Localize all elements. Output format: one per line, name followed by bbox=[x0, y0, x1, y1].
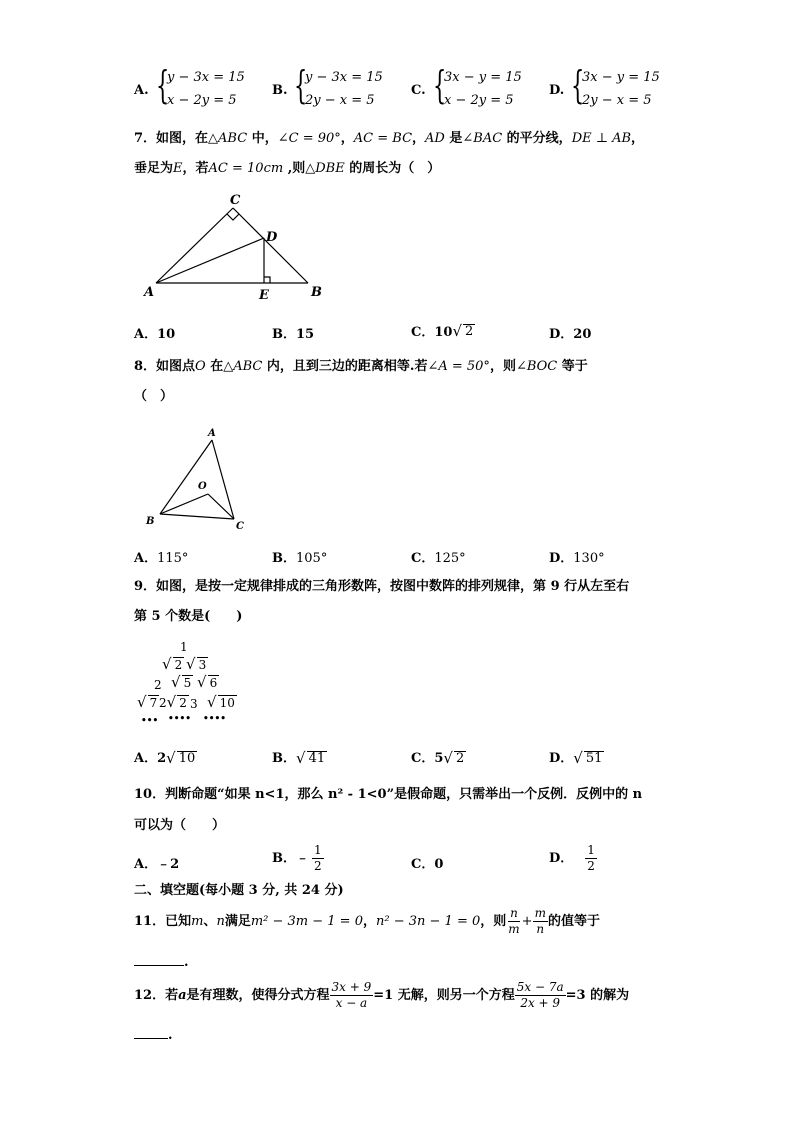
q12-stem bbox=[134, 980, 629, 1011]
q7-option-a-value: 10 bbox=[157, 327, 176, 342]
q7-stem-line2 bbox=[134, 160, 440, 178]
q9-option-d: D． √ 51 bbox=[549, 749, 603, 767]
q11-fraction-n-over-m bbox=[506, 906, 521, 937]
q7-stem-line1 bbox=[134, 130, 644, 148]
q9-array-r3-c: √ 6 bbox=[197, 673, 218, 691]
q7-segment-ac bbox=[156, 208, 233, 283]
q12-frac1-numerator: 3x + 9 bbox=[331, 980, 372, 994]
q7-option-a-label: A． bbox=[134, 327, 158, 342]
q12-end-period: . bbox=[168, 1028, 173, 1043]
q9-option-c-radicand: 2 bbox=[455, 751, 465, 766]
q9-array-r2-a: √ 2 bbox=[162, 655, 183, 673]
q10-option-d-numerator: 1 bbox=[587, 843, 595, 857]
q7-text-4: ， bbox=[412, 131, 426, 146]
q9-option-c-coef: 5 bbox=[434, 751, 444, 766]
q9-array-dots-1: ••• bbox=[141, 716, 159, 726]
q9-stem-line2: 第 5 个数是( ) bbox=[134, 609, 243, 624]
q11-end-period: . bbox=[184, 955, 189, 970]
q7-label-d: D bbox=[266, 230, 278, 245]
q6-option-b-eq2: 2y − x = 5 bbox=[305, 93, 375, 108]
q8-option-b bbox=[272, 547, 327, 566]
q7-right-angle-e bbox=[264, 277, 270, 283]
q7-math-ac-10cm: AC = 10cm bbox=[208, 161, 284, 176]
q9-array-r4-c: 3 bbox=[190, 697, 198, 711]
q7-text-1: 7．如图，在 bbox=[134, 131, 209, 146]
q8-option-c-value: 125° bbox=[434, 551, 466, 566]
q9-array-r3-b-radicand: 5 bbox=[183, 676, 192, 690]
q8-text-5: 等于 bbox=[557, 359, 588, 374]
q12-frac1-denominator: x − a bbox=[335, 996, 368, 1010]
q7-option-c-value: 10 bbox=[434, 325, 453, 340]
q7-option-b-label: B． bbox=[272, 327, 296, 342]
q11-text-2: 、 bbox=[203, 913, 217, 929]
q11-math-eq-m: m² − 3m − 1 = 0 bbox=[250, 913, 363, 929]
q7-option-d bbox=[549, 323, 591, 342]
q8-math-triangle: △ABC bbox=[223, 359, 263, 374]
q9-option-a-radicand: 10 bbox=[178, 751, 196, 766]
q10-option-b-numerator: 1 bbox=[314, 843, 322, 857]
q11-math-m: m bbox=[191, 913, 204, 929]
q10-option-a-label: A． bbox=[134, 857, 158, 872]
q7-text-9: ，若 bbox=[182, 161, 209, 176]
q7-figure-triangle bbox=[140, 190, 340, 305]
q9-array-r1: 1 bbox=[180, 640, 188, 654]
q7-option-b-value: 15 bbox=[296, 327, 315, 342]
q7-option-b bbox=[272, 323, 314, 342]
q7-right-angle-c bbox=[227, 214, 239, 220]
q12-text-3: =1 无解，则另一个方程 bbox=[373, 987, 515, 1003]
q6-option-a-label: A. bbox=[134, 83, 149, 98]
q11-text-5: ，则 bbox=[480, 913, 507, 929]
q10-stem-line2: 可以为（ ） bbox=[134, 818, 226, 833]
q10-option-c bbox=[411, 853, 443, 872]
q7-text-2: 中， bbox=[247, 131, 278, 146]
q11-text-6: 的值等于 bbox=[547, 913, 600, 929]
q7-segment-ad bbox=[156, 238, 264, 283]
section-heading-fill-in: 二、填空题(每小题 3 分, 共 24 分) bbox=[134, 883, 344, 898]
q7-option-a bbox=[134, 323, 175, 342]
q9-option-b-label: B． bbox=[272, 751, 296, 766]
q8-label-a: A bbox=[208, 428, 216, 439]
q8-stem-line1 bbox=[134, 358, 588, 376]
q7-option-d-value: 20 bbox=[573, 327, 592, 342]
q8-segment-bc bbox=[160, 514, 234, 519]
q10-option-c-label: C． bbox=[411, 857, 435, 872]
q9-option-d-label: D． bbox=[549, 751, 574, 766]
q8-figure-triangle bbox=[140, 420, 260, 535]
q9-array-r4-d-radicand: 10 bbox=[219, 696, 235, 710]
q6-option-d-brace: { bbox=[571, 63, 585, 107]
q11-frac1-denominator: m bbox=[508, 922, 520, 936]
q8-option-c bbox=[411, 547, 466, 566]
q10-option-d-fraction bbox=[585, 843, 597, 874]
q9-option-a-coef: 2 bbox=[157, 751, 167, 766]
q10-option-b bbox=[272, 843, 324, 874]
q8-option-a-label: A． bbox=[134, 551, 158, 566]
q7-text-3: ， bbox=[340, 131, 354, 146]
q12-text-2: 是有理数，使得分式方程 bbox=[186, 987, 330, 1003]
q8-option-a-value: 115° bbox=[157, 551, 189, 566]
q12-math-a: a bbox=[178, 987, 187, 1003]
q9-array-r3-c-radicand: 6 bbox=[209, 676, 218, 690]
q7-math-angle-bac: ∠BAC bbox=[462, 131, 503, 146]
q7-text-6: 的平分线， bbox=[502, 131, 572, 146]
q11-frac2-numerator: m bbox=[534, 906, 546, 920]
q10-option-b-fraction bbox=[312, 843, 324, 874]
q8-text-4: ，则 bbox=[489, 359, 516, 374]
q9-option-c-label: C． bbox=[411, 751, 435, 766]
q8-option-b-label: B． bbox=[272, 551, 296, 566]
q12-fraction-2 bbox=[515, 980, 566, 1011]
q12-answer-line bbox=[134, 1026, 173, 1045]
q7-label-a: A bbox=[144, 285, 155, 300]
q6-option-b-eq1: y − 3x = 15 bbox=[305, 70, 383, 85]
q6-option-c-eq1: 3x − y = 15 bbox=[444, 70, 522, 85]
q6-option-c-label: C. bbox=[411, 83, 426, 98]
q9-array-r2-b-radicand: 3 bbox=[198, 658, 207, 672]
q12-answer-blank[interactable] bbox=[134, 1026, 168, 1039]
q10-option-a bbox=[134, 853, 179, 872]
q7-option-c bbox=[411, 321, 475, 340]
q7-math-angle-c: ∠C = 90° bbox=[277, 131, 341, 146]
q11-plus: + bbox=[521, 913, 533, 929]
q9-option-a-label: A． bbox=[134, 751, 158, 766]
q11-math-eq-n: n² − 3n − 1 = 0 bbox=[376, 913, 481, 929]
q7-text-7: ， bbox=[631, 131, 645, 146]
q10-stem-line1: 10．判断命题“如果 n<1，那么 n² - 1<0”是假命题，只需举出一个反例．反例中的 n bbox=[134, 787, 643, 802]
q11-answer-line bbox=[134, 953, 189, 972]
q11-text-3: 满足 bbox=[224, 913, 251, 929]
q6-option-a-eq2: x − 2y = 5 bbox=[167, 93, 237, 108]
q10-option-d-label: D． bbox=[549, 851, 574, 866]
q7-option-c-label: C． bbox=[411, 325, 435, 340]
q7-math-ad: AD bbox=[425, 131, 445, 146]
q11-text-1: 11．已知 bbox=[134, 913, 192, 929]
q8-option-a bbox=[134, 547, 188, 566]
q6-option-a-brace: { bbox=[156, 63, 170, 107]
q10-option-b-sign: ﹣ bbox=[296, 851, 310, 866]
q7-text-5: 是 bbox=[444, 131, 463, 146]
q10-option-b-label: B． bbox=[272, 851, 296, 866]
q9-array-r4-a-radicand: 7 bbox=[149, 696, 158, 710]
q6-option-d-eq1: 3x − y = 15 bbox=[582, 70, 660, 85]
q10-option-d bbox=[549, 843, 597, 874]
q9-array-dots-2: •••• bbox=[168, 714, 192, 724]
q9-option-c: C． 5 √ 2 bbox=[411, 749, 465, 767]
q11-answer-blank[interactable] bbox=[134, 953, 184, 966]
q7-math-e: E bbox=[173, 161, 183, 176]
q8-text-1: 8．如图点 bbox=[134, 359, 196, 374]
q9-option-b-radicand: 41 bbox=[308, 751, 326, 766]
q8-math-o: O bbox=[195, 359, 206, 374]
q6-option-d-label: D. bbox=[549, 83, 565, 98]
q9-array-r4-b-radicand: 2 bbox=[179, 696, 187, 710]
q10-option-c-value: 0 bbox=[434, 857, 444, 872]
q6-option-b-label: B. bbox=[272, 83, 288, 98]
q7-label-b: B bbox=[311, 285, 322, 300]
q11-stem bbox=[134, 906, 600, 937]
q6-option-d-eq2: 2y − x = 5 bbox=[582, 93, 652, 108]
q11-frac1-numerator: n bbox=[510, 906, 518, 920]
q8-option-b-value: 105° bbox=[296, 551, 328, 566]
q9-array-r4-b-coef: 2 bbox=[159, 696, 167, 710]
q9-option-b: B． √ 41 bbox=[272, 749, 326, 767]
q7-math-triangle-dbe: △DBE bbox=[305, 161, 345, 176]
q8-math-angle-a: ∠A = 50° bbox=[427, 359, 490, 374]
q9-array-r3-b: √ 5 bbox=[171, 673, 192, 691]
q8-option-d bbox=[549, 547, 605, 566]
q11-fraction-m-over-n bbox=[533, 906, 548, 937]
q8-option-d-value: 130° bbox=[573, 551, 605, 566]
q9-option-d-radicand: 51 bbox=[585, 751, 603, 766]
q6-option-c-eq2: x − 2y = 5 bbox=[444, 93, 514, 108]
q7-option-c-sqrt: √ 2 bbox=[452, 322, 474, 340]
q7-text-8: 垂足为 bbox=[134, 161, 174, 176]
q12-text-4: =3 的解为 bbox=[565, 987, 630, 1003]
q8-text-3: 内，且到三边的距离相等.若 bbox=[262, 359, 428, 374]
q12-fraction-1 bbox=[330, 980, 374, 1011]
q8-label-o: O bbox=[198, 481, 207, 492]
q11-frac2-denominator: n bbox=[536, 922, 545, 936]
q9-array-r4-d: √ 10 bbox=[207, 693, 235, 711]
q7-label-c: C bbox=[230, 193, 241, 208]
q8-option-d-label: D． bbox=[549, 551, 574, 566]
q7-math-triangle: △ABC bbox=[208, 131, 248, 146]
q7-math-de-perp-ab: DE ⊥ AB bbox=[571, 131, 632, 146]
q10-option-d-denominator: 2 bbox=[587, 859, 595, 873]
q8-option-c-label: C． bbox=[411, 551, 435, 566]
q7-label-e: E bbox=[259, 288, 269, 303]
q9-option-a: A． 2 √ 10 bbox=[134, 749, 196, 767]
q9-array-r2-b: √ 3 bbox=[186, 655, 207, 673]
q9-array-dots-3: •••• bbox=[203, 714, 227, 724]
q12-frac2-denominator: 2x + 9 bbox=[520, 996, 561, 1010]
q9-stem-line1: 9．如图，是按一定规律排成的三角形数阵，按图中数阵的排列规律，第 9 行从左至右 bbox=[134, 579, 630, 594]
q8-segment-ac bbox=[212, 440, 234, 519]
q7-text-11: 的周长为（ ） bbox=[344, 161, 441, 176]
q7-text-10: ,则 bbox=[283, 161, 306, 176]
q7-math-ac-bc: AC = BC bbox=[353, 131, 413, 146]
q9-array-r4-b: 2 √ 2 bbox=[159, 693, 187, 711]
q12-text-1: 12．若 bbox=[134, 987, 179, 1003]
q6-option-c-brace: { bbox=[433, 63, 447, 107]
q10-option-a-value: ﹣2 bbox=[157, 857, 180, 872]
q8-label-c: C bbox=[236, 521, 244, 532]
q8-stem-line2: （ ） bbox=[134, 389, 174, 404]
q6-option-b-brace: { bbox=[294, 63, 308, 107]
q7-segment-cb bbox=[233, 208, 308, 283]
q11-text-4: ， bbox=[362, 913, 376, 929]
q8-math-angle-boc: ∠BOC bbox=[515, 359, 558, 374]
q9-array-r4-a: √ 7 bbox=[137, 693, 158, 711]
q7-option-c-radicand: 2 bbox=[465, 324, 474, 339]
q10-option-b-denominator: 2 bbox=[314, 859, 322, 873]
q9-array-r3-a: 2 bbox=[154, 678, 162, 692]
q6-option-a-eq1: y − 3x = 15 bbox=[167, 70, 245, 85]
q9-array-r2-a-radicand: 2 bbox=[174, 658, 183, 672]
q8-label-b: B bbox=[146, 516, 155, 527]
q8-text-2: 在 bbox=[205, 359, 224, 374]
q11-math-n: n bbox=[216, 913, 225, 929]
q7-option-d-label: D． bbox=[549, 327, 574, 342]
q12-frac2-numerator: 5x − 7a bbox=[516, 980, 564, 994]
